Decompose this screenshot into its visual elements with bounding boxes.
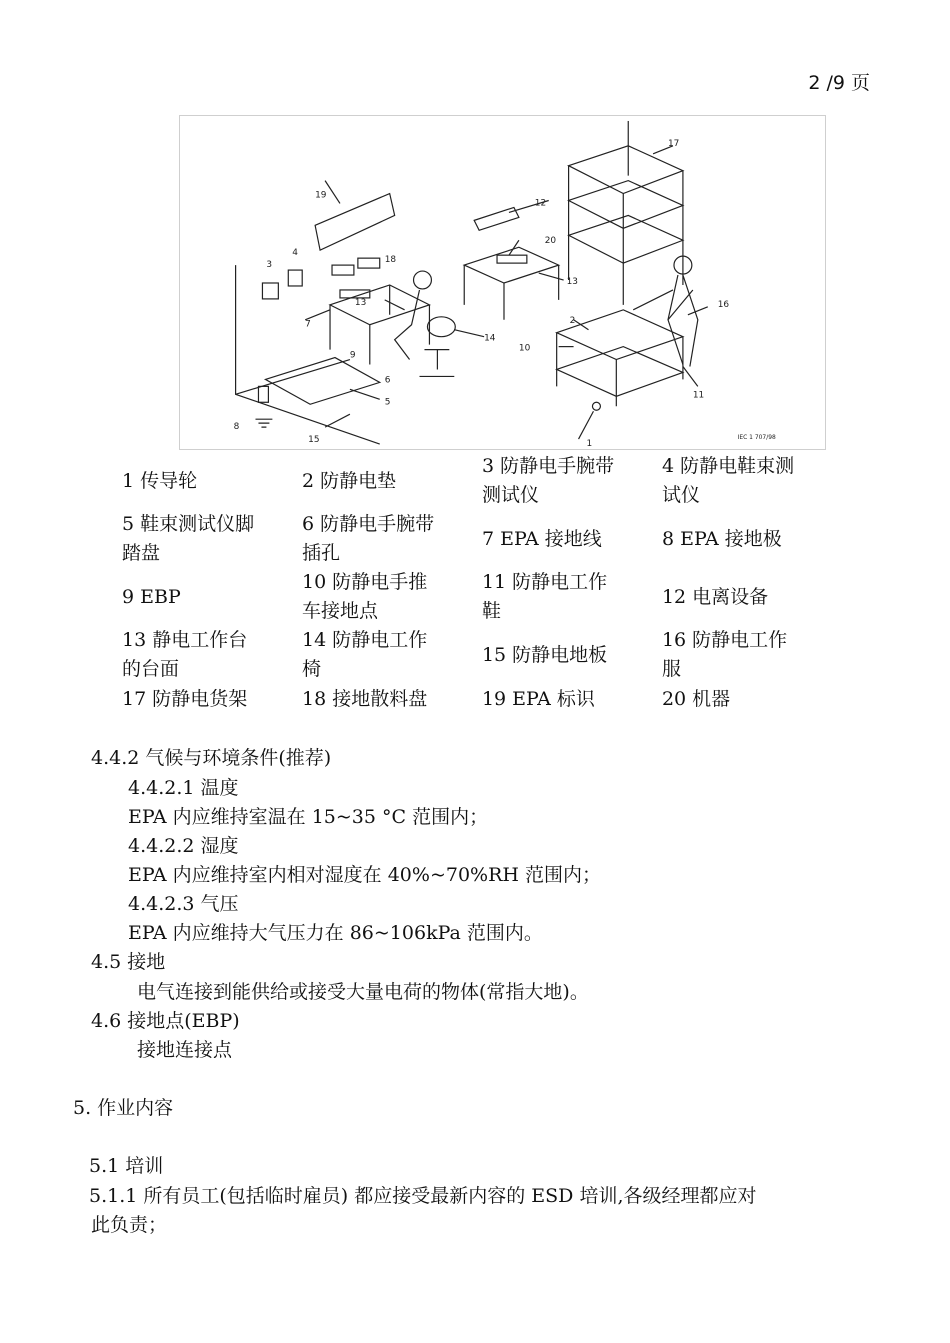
- callout-5: 5: [384, 397, 391, 408]
- callout-12: 12: [534, 198, 547, 209]
- legend-item: 8 EPA 接地极: [661, 527, 782, 550]
- callout-2: 2: [569, 315, 576, 326]
- paragraph-temperature: EPA 内应维持室温在 15~35 °C 范围内；: [128, 806, 489, 828]
- legend-item: 4 防静电鞋束测 试仪: [661, 455, 795, 506]
- legend-item: 15 防静电地板: [481, 643, 608, 666]
- callout-13-machine-table: 13: [566, 276, 578, 287]
- legend-item: 10 防静电手推 车接地点: [302, 571, 428, 622]
- figure-credit: IEC 1 707/98: [737, 434, 776, 442]
- callout-16: 16: [717, 299, 730, 310]
- legend-item: 11 防静电工作 鞋: [481, 571, 608, 622]
- paragraph-grounding: 电气连接到能供给或接受大量电荷的物体(常指大地)。: [137, 981, 589, 1003]
- heading-5: 5. 作业内容: [73, 1097, 174, 1119]
- legend-item: 20 机器: [661, 687, 731, 710]
- callout-15: 15: [308, 435, 320, 446]
- callout-8: 8: [233, 422, 240, 433]
- callout-17: 17: [668, 138, 680, 149]
- callout-11: 11: [692, 390, 705, 401]
- paragraph-5-1-1: 5.1.1 所有员工(包括临时雇员) 都应接受最新内容的 ESD 培训,各级经理都应对: [89, 1185, 757, 1207]
- heading-4-4-2: 4.4.2 气候与环境条件(推荐): [91, 747, 332, 769]
- callout-14: 14: [484, 333, 496, 344]
- paragraph-ebp: 接地连接点: [137, 1039, 233, 1061]
- legend-item: 2 防静电垫: [302, 469, 397, 492]
- callout-3: 3: [266, 260, 273, 271]
- legend-item: 1 传导轮: [122, 469, 198, 492]
- legend-item: 16 防静电工作 服: [661, 629, 788, 680]
- heading-4-4-2-1: 4.4.2.1 温度: [128, 777, 239, 799]
- paragraph-5-1-1-cont: 此负责；: [91, 1214, 168, 1236]
- callout-10: 10: [518, 343, 531, 354]
- legend-item: 14 防静电工作 椅: [302, 629, 428, 680]
- callout-6: 6: [384, 375, 391, 386]
- legend-item: 5 鞋束测试仪脚 踏盘: [122, 513, 255, 564]
- legend-item: 3 防静电手腕带 测试仪: [481, 455, 615, 506]
- legend-item: 19 EPA 标识: [481, 687, 595, 710]
- legend-item: 6 防静电手腕带 插孔: [302, 513, 435, 564]
- heading-4-5: 4.5 接地: [91, 951, 166, 973]
- callout-4: 4: [292, 248, 298, 259]
- paragraph-pressure: EPA 内应维持大气压力在 86~106kPa 范围内。: [128, 922, 543, 944]
- heading-5-1: 5.1 培训: [89, 1155, 164, 1177]
- callout-9: 9: [349, 350, 356, 361]
- legend-item: 12 电离设备: [661, 585, 769, 608]
- callout-18: 18: [384, 255, 397, 266]
- legend-table: [122, 452, 842, 714]
- legend-item: 17 防静电货架: [122, 687, 248, 710]
- legend-item: 7 EPA 接地线: [481, 527, 602, 550]
- legend-item: 9 EBP: [122, 585, 181, 608]
- callout-20: 20: [544, 236, 557, 247]
- epa-workstation-drawing: [180, 116, 825, 449]
- legend-item: 18 接地散料盘: [302, 687, 428, 710]
- page-number: 2 /9 页: [808, 72, 870, 94]
- heading-4-6: 4.6 接地点(EBP): [91, 1010, 240, 1032]
- callout-13-bench-top: 13: [354, 297, 367, 308]
- legend-item: 13 静电工作台 的台面: [122, 629, 248, 680]
- paragraph-humidity: EPA 内应维持室内相对湿度在 40%~70%RH 范围内；: [128, 864, 602, 886]
- heading-4-4-2-2: 4.4.2.2 湿度: [128, 835, 239, 857]
- callout-7: 7: [305, 319, 311, 330]
- callout-19: 19: [315, 190, 327, 201]
- heading-4-4-2-3: 4.4.2.3 气压: [128, 893, 239, 915]
- epa-illustration: [179, 115, 826, 450]
- callout-1: 1: [586, 439, 593, 449]
